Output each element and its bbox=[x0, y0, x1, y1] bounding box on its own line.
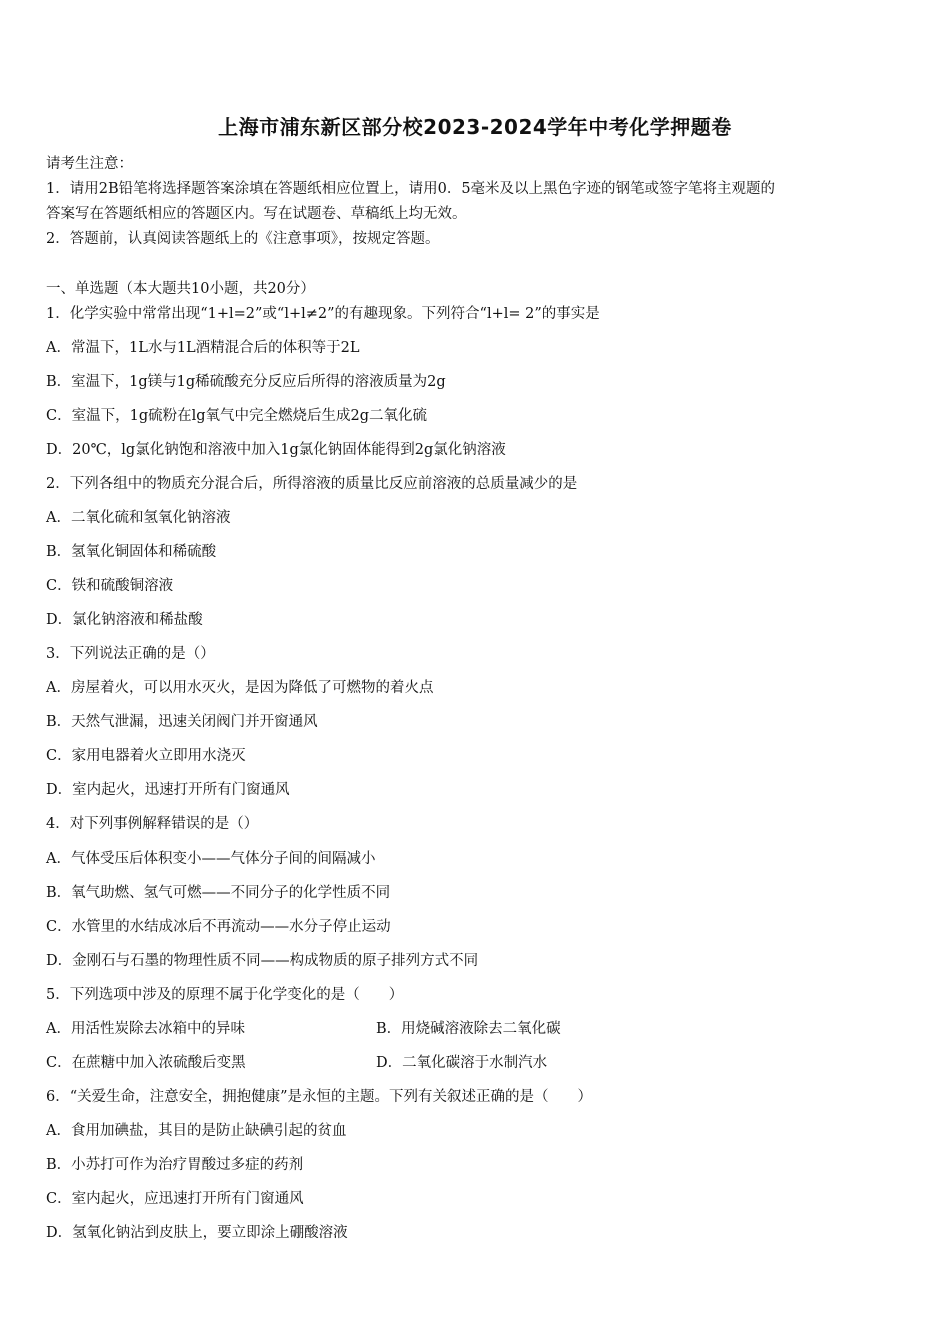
question-4-option-c: C．水管里的水结成冰后不再流动——水分子停止运动 bbox=[46, 919, 391, 935]
question-5-stem: 5．下列选项中涉及的原理不属于化学变化的是（ ） bbox=[46, 987, 404, 1003]
question-2-option-d: D．氯化钠溶液和稀盐酸 bbox=[46, 612, 203, 628]
notice-heading: 请考生注意： bbox=[46, 156, 133, 172]
question-4-stem: 4．对下列事例解释错误的是（） bbox=[46, 816, 259, 832]
question-4-option-a: A．气体受压后体积变小——气体分子间的间隔减小 bbox=[46, 851, 376, 867]
question-1-option-b: B．室温下，1g镁与1g稀硫酸充分反应后所得的溶液质量为2g bbox=[46, 374, 446, 390]
question-5-option-a: A．用活性炭除去冰箱中的异味 bbox=[46, 1021, 245, 1037]
question-3-option-c: C．家用电器着火立即用水浇灭 bbox=[46, 748, 246, 764]
question-1-option-a: A．常温下，1L水与1L酒精混合后的体积等于2L bbox=[46, 340, 360, 356]
question-2-option-a: A．二氧化硫和氢氧化钠溶液 bbox=[46, 510, 231, 526]
page-title: 上海市浦东新区部分校2023-2024学年中考化学押题卷 bbox=[218, 115, 732, 139]
question-6-option-b: B．小苏打可作为治疗胃酸过多症的药剂 bbox=[46, 1157, 304, 1173]
question-6-option-d: D．氢氧化钠沾到皮肤上，要立即涂上硼酸溶液 bbox=[46, 1225, 348, 1241]
question-5-option-b: B．用烧碱溶液除去二氧化碳 bbox=[376, 1021, 561, 1037]
question-6-option-c: C．室内起火，应迅速打开所有门窗通风 bbox=[46, 1191, 304, 1207]
question-4-option-d: D．金刚石与石墨的物理性质不同——构成物质的原子排列方式不同 bbox=[46, 953, 479, 969]
question-4-option-b: B．氧气助燃、氢气可燃——不同分子的化学性质不同 bbox=[46, 885, 391, 901]
question-3-option-a: A．房屋着火，可以用水灭火，是因为降低了可燃物的着火点 bbox=[46, 680, 434, 696]
notice-block bbox=[46, 152, 906, 252]
question-5-option-d: D．二氧化碳溶于水制汽水 bbox=[376, 1055, 548, 1071]
question-1-option-c: C．室温下，1g硫粉在lg氧气中完全燃烧后生成2g二氧化硫 bbox=[46, 408, 428, 424]
question-2-option-c: C．铁和硫酸铜溶液 bbox=[46, 578, 174, 594]
question-1-option-d: D．20℃，lg氯化钠饱和溶液中加入1g氯化钠固体能得到2g氯化钠溶液 bbox=[46, 442, 506, 458]
question-5-options-row-2 bbox=[46, 1051, 547, 1072]
question-5-option-c: C．在蔗糖中加入浓硫酸后变黑 bbox=[46, 1055, 246, 1071]
question-3-stem: 3．下列说法正确的是（） bbox=[46, 646, 215, 662]
question-5-options-row-1 bbox=[46, 1017, 561, 1038]
question-1-stem: 1．化学实验中常常出现“1+l=2”或“l+l≠2”的有趣现象。下列符合“l+l= 2”的事实是 bbox=[46, 306, 600, 322]
question-2-option-b: B．氢氧化铜固体和稀硫酸 bbox=[46, 544, 217, 560]
section-heading: 一、单选题（本大题共10小题，共20分） bbox=[46, 281, 315, 297]
notice-item-1-line-2: 答案写在答题纸相应的答题区内。写在试题卷、草稿纸上均无效。 bbox=[46, 206, 467, 222]
question-3-option-d: D．室内起火，迅速打开所有门窗通风 bbox=[46, 782, 290, 798]
question-6-stem: 6．“关爱生命，注意安全，拥抱健康”是永恒的主题。下列有关叙述正确的是（ ） bbox=[46, 1089, 593, 1105]
question-6-option-a: A．食用加碘盐，其目的是防止缺碘引起的贫血 bbox=[46, 1123, 347, 1139]
question-2-stem: 2．下列各组中的物质充分混合后，所得溶液的质量比反应前溶液的总质量减少的是 bbox=[46, 476, 578, 492]
notice-item-2: 2．答题前，认真阅读答题纸上的《注意事项》，按规定答题。 bbox=[46, 231, 440, 247]
question-3-option-b: B．天然气泄漏，迅速关闭阀门并开窗通风 bbox=[46, 714, 318, 730]
notice-item-1-line-1: 1．请用2B铅笔将选择题答案涂填在答题纸相应位置上，请用0．5毫米及以上黑色字迹的钢笔或签字笔将主观题的 bbox=[46, 181, 776, 197]
